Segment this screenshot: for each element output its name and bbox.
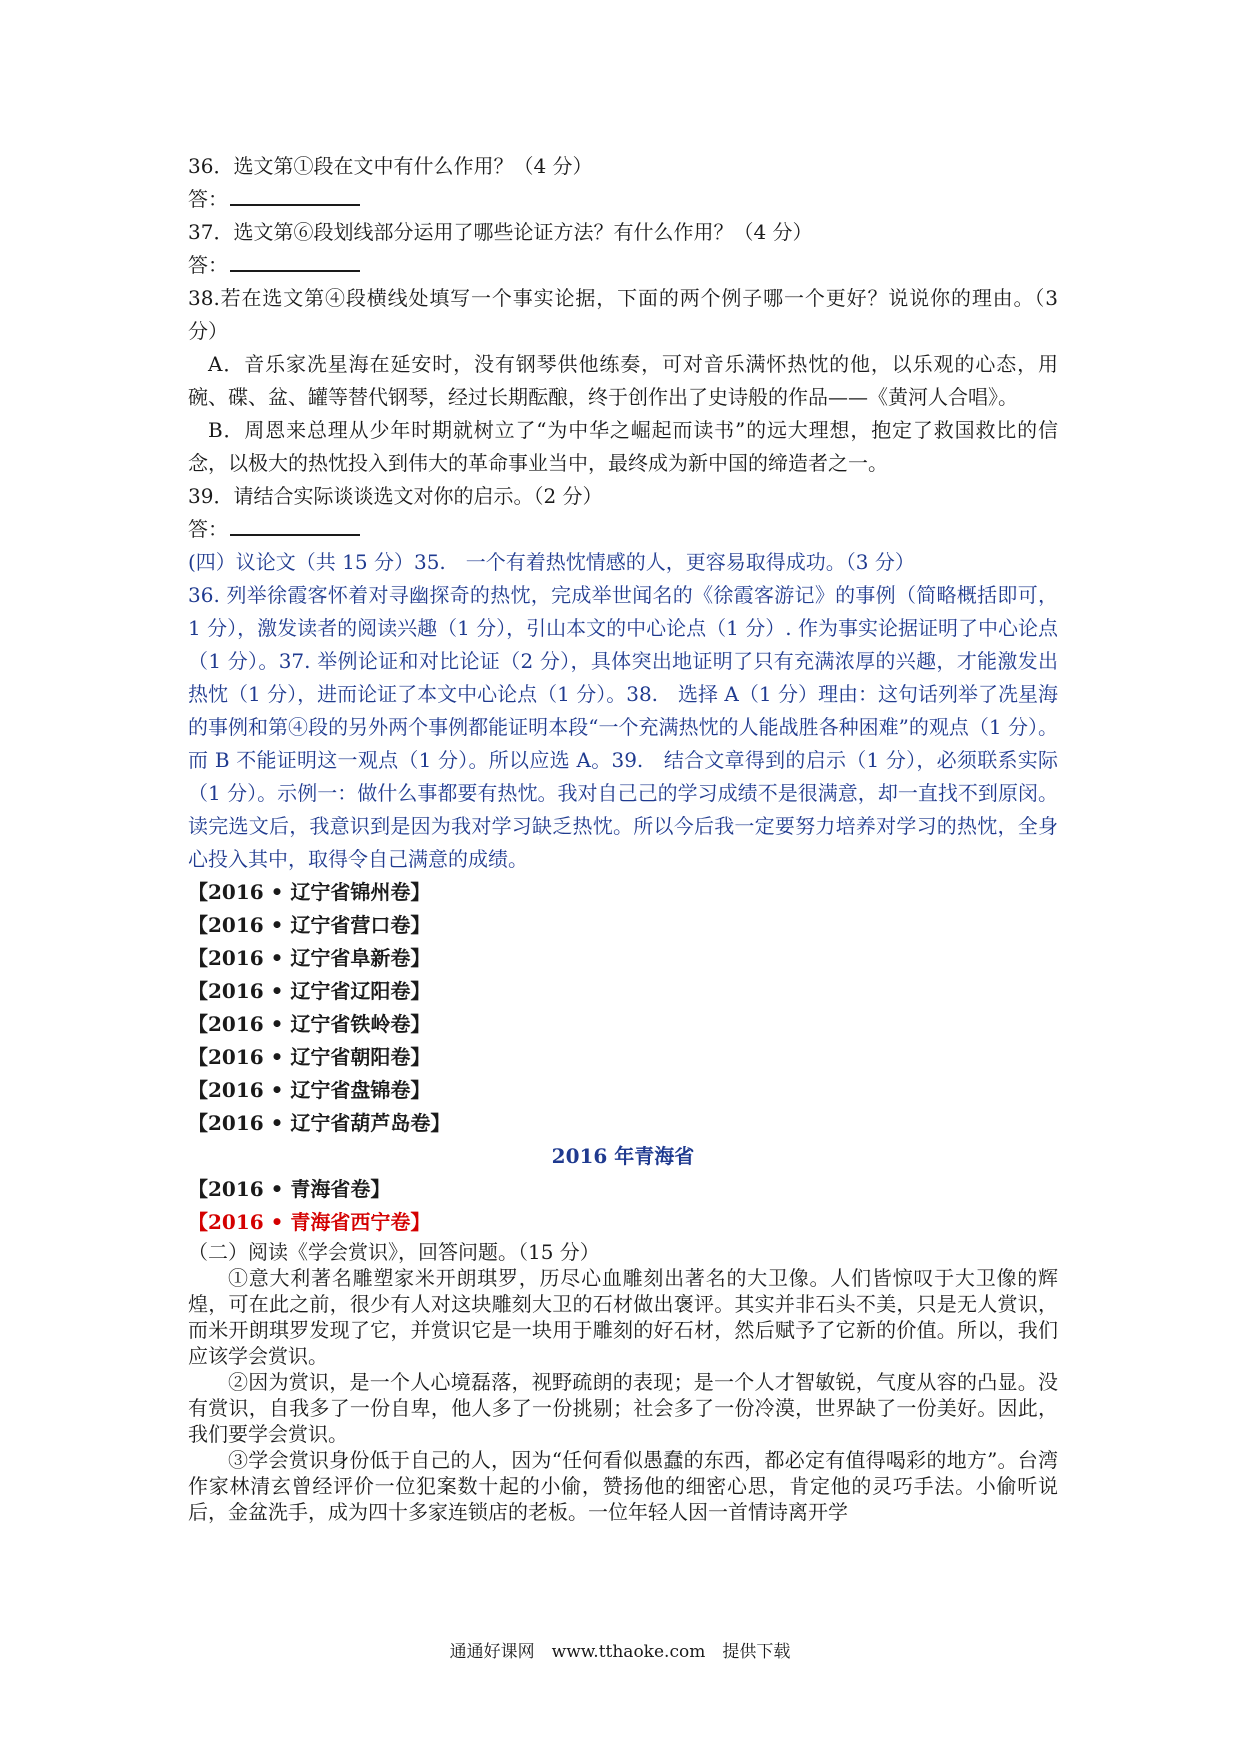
question-39: 39．请结合实际谈谈选文对你的启示。（2 分）: [188, 484, 603, 508]
reading-paragraph-1: ①意大利著名雕塑家米开朗琪罗，历尽心血雕刻出著名的大卫像。人们皆惊叹于大卫像的辉煌，可在此之前，很少有人对这块雕刻大卫的石材做出褒评。其实并非石头不美，只是无人赏识，而米开朗琪罗发现了它，并赏识它是一块用于雕刻的好石材，然后赋予了它新的价值。所以，我们应该学会赏识。: [188, 1266, 1058, 1368]
answer-line-39[interactable]: [188, 513, 1058, 546]
heading-panjin: 【2016 • 辽宁省盘锦卷】: [188, 1078, 431, 1102]
heading-huludao: 【2016 • 辽宁省葫芦岛卷】: [188, 1111, 451, 1135]
answers-header: (四）议论文（共 15 分）35. 一个有着热忱情感的人，更容易取得成功。（3 分）: [188, 550, 915, 574]
heading-qinghai: 【2016 • 青海省卷】: [188, 1177, 391, 1201]
question-38: 38.若在选文第④段横线处填写一个事实论据，下面的两个例子哪一个更好？说说你的理由。（3 分）: [188, 286, 1058, 343]
answer-label: 答：: [188, 517, 228, 541]
answer-blank[interactable]: [230, 252, 360, 272]
answer-label: 答：: [188, 253, 228, 277]
document-page: [188, 150, 1058, 1525]
answer-line-36[interactable]: [188, 183, 1058, 216]
reading-intro: （二）阅读《学会赏识》，回答问题。（15 分）: [188, 1240, 600, 1264]
heading-fuxin: 【2016 • 辽宁省阜新卷】: [188, 946, 431, 970]
heading-yingkou: 【2016 • 辽宁省营口卷】: [188, 913, 431, 937]
question-37: 37．选文第⑥段划线部分运用了哪些论证方法？有什么作用？（4 分）: [188, 220, 813, 244]
heading-jinzhou: 【2016 • 辽宁省锦州卷】: [188, 880, 431, 904]
heading-liaoyang: 【2016 • 辽宁省辽阳卷】: [188, 979, 431, 1003]
answer-blank[interactable]: [230, 516, 360, 536]
question-38-option-b: B．周恩来总理从少年时期就树立了“为中华之崛起而读书”的远大理想，抱定了救国救比的信念，以极大的热忱投入到伟大的革命事业当中，最终成为新中国的缔造者之一。: [188, 418, 1058, 475]
answer-blank[interactable]: [230, 186, 360, 206]
answers-body: 36. 列举徐霞客怀着对寻幽探奇的热忱，完成举世闻名的《徐霞客游记》的事例（简略概括即可，1 分），激发读者的阅读兴趣（1 分），引山本文的中心论点（1 分）. 作为事实论据证明了中心论点（1 分）。37. 举例论证和对比论证（2 分），具体突出地证明了只有充满浓厚的兴趣，才能激发出热忱（1 分），进而论证了本文中心论点（1 分）。38. 选择 A（1 分）理由：这句话列举了冼星海的事例和第④段的另外两个事例都能证明本段“一个充满热忱的人能战胜各种困难”的观点（1 分）。而 B 不能证明这一观点（1 分）。所以应选 A。39. 结合文章得到的启示（1 分），必须联系实际（1 分）。示例一：做什么事都要有热忱。我对自己己的学习成绩不是很满意，却一直找不到原闵。 读完选文后，我意识到是因为我对学习缺乏热忱。所以今后我一定要努力培养对学习的热忱，全身心投入其中，取得令自己满意的成绩。: [188, 583, 1058, 871]
reading-paragraph-3: ③学会赏识身份低于自己的人，因为“任何看似愚蠢的东西，都必定有值得喝彩的地方”。台湾作家林清玄曾经评价一位犯案数十起的小偷，赞扬他的细密心思，肯定他的灵巧手法。小偷听说后，金盆洗手，成为四十多家连锁店的老板。一位年轻人因一首情诗离开学: [188, 1448, 1058, 1524]
question-36: 36．选文第①段在文中有什么作用？（4 分）: [188, 154, 593, 178]
question-38-option-a: A．音乐家冼星海在延安时，没有钢琴供他练奏，可对音乐满怀热忱的他，以乐观的心态，用碗、碟、盆、罐等替代钢琴，经过长期酝酿，终于创作出了史诗般的作品——《黄河人合唱》。: [188, 352, 1058, 409]
heading-chaoyang: 【2016 • 辽宁省朝阳卷】: [188, 1045, 431, 1069]
heading-xining: 【2016 • 青海省西宁卷】: [188, 1210, 431, 1234]
reading-paragraph-2: ②因为赏识，是一个人心境磊落，视野疏朗的表现；是一个人才智敏锐，气度从容的凸显。没有赏识，自我多了一份自卑，他人多了一份挑剔；社会多了一份冷漠，世界缺了一份美好。因此，我们要学会赏识。: [188, 1370, 1058, 1446]
answer-line-37[interactable]: [188, 249, 1058, 282]
page-footer: 通通好课网 www.tthaoke.com 提供下载: [449, 1642, 791, 1662]
answer-label: 答：: [188, 187, 228, 211]
heading-tieling: 【2016 • 辽宁省铁岭卷】: [188, 1012, 431, 1036]
section-title-qinghai: 2016 年青海省: [551, 1144, 695, 1168]
